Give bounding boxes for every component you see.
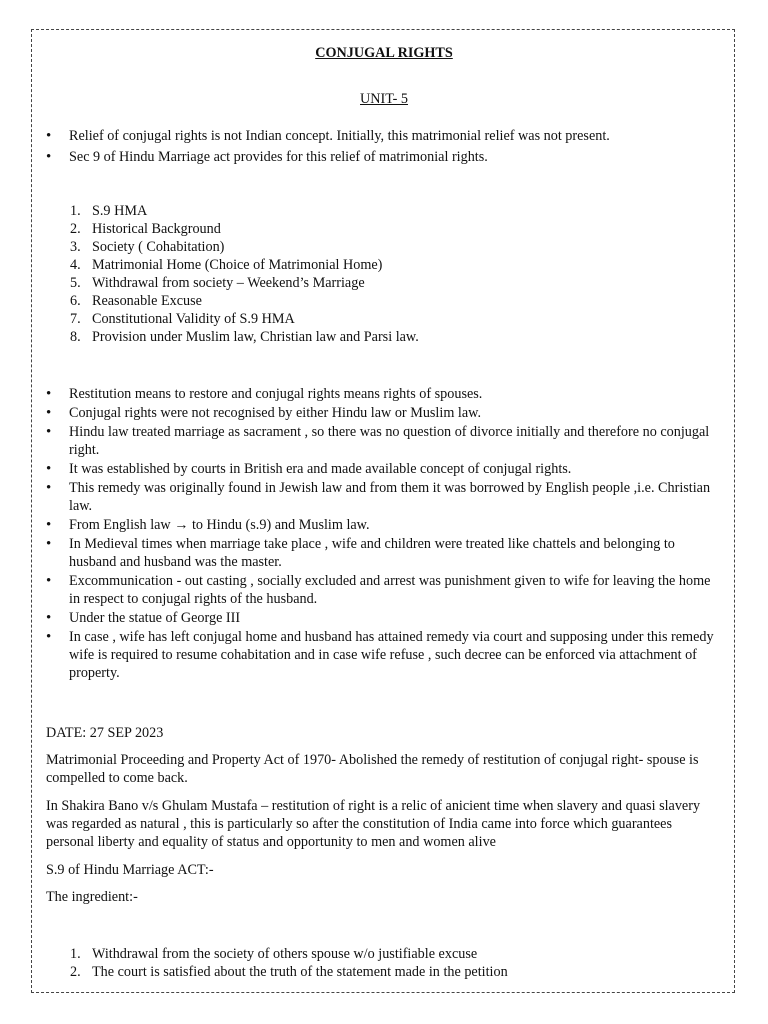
list-text: S.9 HMA [92,203,148,219]
list-item [46,274,722,292]
list-item [46,945,722,963]
list-text: The court is satisfied about the truth of the statement made in the petition [92,964,508,980]
document-title: CONJUGAL RIGHTS [315,45,453,61]
list-item [46,238,722,256]
ingredients-numbered-list [46,945,722,981]
list-number: 1. [70,203,81,219]
list-number: 2. [70,964,81,980]
history-bullet-list [46,385,722,683]
list-item [46,292,722,310]
list-item: • It was established by courts in British era and made available concept of conjugal rights. [46,460,722,478]
list-number: 8. [70,329,81,345]
list-text: Matrimonial Home (Choice of Matrimonial Home) [92,257,383,273]
list-number: 3. [70,239,81,255]
list-item [46,202,722,220]
list-item [46,310,722,328]
list-item: • Hindu law treated marriage as sacrament , so there was no question of divorce initially and therefore no conjugal right. [46,423,722,459]
list-text: Society ( Cohabitation) [92,239,225,255]
list-item: • From English law → to Hindu (s.9) and Muslim law. [46,516,722,534]
list-item: • Sec 9 of Hindu Marriage act provides for this relief of matrimonial rights. [46,148,722,169]
list-number: 1. [70,946,81,962]
list-text: Withdrawal from the society of others spouse w/o justifiable excuse [92,946,478,962]
list-number: 4. [70,257,81,273]
list-text: Reasonable Excuse [92,293,202,309]
ingredient-heading: The ingredient:- [46,889,138,905]
list-item [46,963,722,981]
date-line: DATE: 27 SEP 2023 [46,725,164,741]
list-item [46,328,722,346]
list-text: Provision under Muslim law, Christian law and Parsi law. [92,329,419,345]
list-item: • In case , wife has left conjugal home and husband has attained remedy via court and supposing under this remedy wife is required to resume cohabitation and in case wife refuse , such decree can be enforced via attachment of property. [46,628,722,682]
list-item: • Excommunication - out casting , socially excluded and arrest was punishment given to wife for leaving the home in respect to conjugal rights of the husband. [46,572,722,608]
unit-heading: UNIT- 5 [360,91,408,107]
list-item: • This remedy was originally found in Jewish law and from them it was borrowed by English people ,i.e. Christian law. [46,479,722,515]
list-number: 6. [70,293,81,309]
list-item [46,256,722,274]
list-item: • In Medieval times when marriage take place , wife and children were treated like chattels and belonging to husband and husband was the master. [46,535,722,571]
list-text: Historical Background [92,221,221,237]
topics-numbered-list [46,202,722,346]
list-number: 7. [70,311,81,327]
list-item: • Relief of conjugal rights is not Indian concept. Initially, this matrimonial relief was not present. [46,127,722,148]
list-item: • Conjugal rights were not recognised by either Hindu law or Muslim law. [46,404,722,422]
list-text: Withdrawal from society – Weekend’s Marriage [92,275,365,291]
list-number: 5. [70,275,81,291]
list-text: Constitutional Validity of S.9 HMA [92,311,295,327]
intro-bullet-list [46,127,722,169]
list-item: • Under the statue of George III [46,609,722,627]
list-item: • Restitution means to restore and conjugal rights means rights of spouses. [46,385,722,403]
s9-heading: S.9 of Hindu Marriage ACT:- [46,862,214,878]
paragraph-shakira-bano-case: In Shakira Bano v/s Ghulam Mustafa – restitution of right is a relic of anicient time when slavery and quasi slavery was regarded as natural , this is particularly so after the constitution of India came into force which guarantees personal liberty and equality of status and opportunity to men and women alive [46,798,701,850]
paragraph-matrimonial-act: Matrimonial Proceeding and Property Act of 1970- Abolished the remedy of restitution of conjugal right- spouse is compelled to come back. [46,752,699,786]
list-item [46,220,722,238]
list-number: 2. [70,221,81,237]
